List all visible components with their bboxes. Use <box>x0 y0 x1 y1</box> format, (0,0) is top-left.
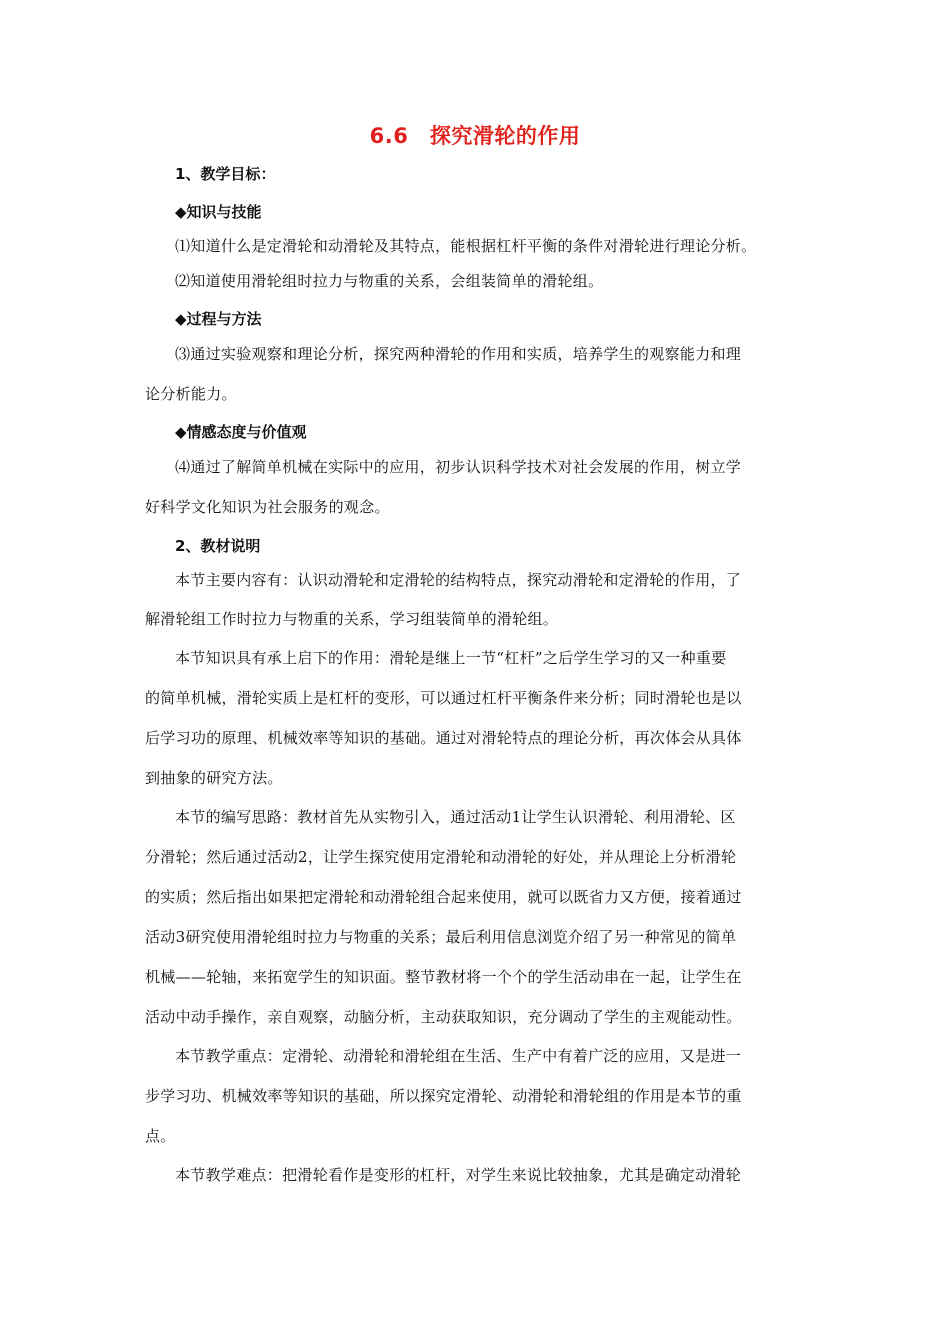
paragraph-line: 本节知识具有承上启下的作用：滑轮是继上一节“杠杆”之后学生学习的又一种重要 <box>175 649 727 667</box>
paragraph-line: 活动3研究使用滑轮组时拉力与物重的关系；最后利用信息浏览介绍了另一种常见的简单 <box>145 928 737 946</box>
subheading-knowledge-skills: ◆知识与技能 <box>175 203 262 221</box>
paragraph-line: 本节教学难点：把滑轮看作是变形的杠杆，对学生来说比较抽象，尤其是确定动滑轮 <box>175 1166 742 1184</box>
paragraph-line: 本节主要内容有：认识动滑轮和定滑轮的结构特点，探究动滑轮和定滑轮的作用，了 <box>175 571 742 589</box>
subheading-attitudes-values: ◆情感态度与价值观 <box>175 423 307 441</box>
paragraph-line: 后学习功的原理、机械效率等知识的基础。通过对滑轮特点的理论分析，再次体会从具体 <box>145 729 742 747</box>
paragraph-line: 的实质；然后指出如果把定滑轮和动滑轮组合起来使用，就可以既省力又方便，接着通过 <box>145 888 742 906</box>
document-title: 6.6 探究滑轮的作用 <box>369 124 581 148</box>
paragraph-line: 机械——轮轴，来拓宽学生的知识面。整节教材将一个个的学生活动串在一起，让学生在 <box>145 968 742 986</box>
paragraph-line: ⑵知道使用滑轮组时拉力与物重的关系，会组装简单的滑轮组。 <box>175 272 604 290</box>
paragraph-line: 好科学文化知识为社会服务的观念。 <box>145 498 390 516</box>
section-heading-teaching-goals: 1、教学目标： <box>175 165 276 183</box>
paragraph-line: ⑶通过实验观察和理论分析，探究两种滑轮的作用和实质，培养学生的观察能力和理 <box>175 345 742 363</box>
paragraph-line: 到抽象的研究方法。 <box>145 769 283 787</box>
paragraph-line: 点。 <box>145 1127 176 1145</box>
paragraph-line: 解滑轮组工作时拉力与物重的关系，学习组装简单的滑轮组。 <box>145 610 559 628</box>
paragraph-line: 的简单机械，滑轮实质上是杠杆的变形，可以通过杠杆平衡条件来分析；同时滑轮也是以 <box>145 689 742 707</box>
paragraph-line: 活动中动手操作，亲自观察，动脑分析，主动获取知识，充分调动了学生的主观能动性。 <box>145 1008 742 1026</box>
paragraph-line: 论分析能力。 <box>145 385 237 403</box>
paragraph-line: 分滑轮；然后通过活动2，让学生探究使用定滑轮和动滑轮的好处，并从理论上分析滑轮 <box>145 848 737 866</box>
paragraph-line: ⑷通过了解简单机械在实际中的应用，初步认识科学技术对社会发展的作用，树立学 <box>175 458 742 476</box>
subheading-process-methods: ◆过程与方法 <box>175 310 262 328</box>
paragraph-line: 本节的编写思路：教材首先从实物引入，通过活动1让学生认识滑轮、利用滑轮、区 <box>175 808 736 826</box>
section-heading-textbook-notes: 2、教材说明 <box>175 537 261 555</box>
paragraph-line: 步学习功、机械效率等知识的基础，所以探究定滑轮、动滑轮和滑轮组的作用是本节的重 <box>145 1087 742 1105</box>
paragraph-line: 本节教学重点：定滑轮、动滑轮和滑轮组在生活、生产中有着广泛的应用，又是进一 <box>175 1047 742 1065</box>
paragraph-line: ⑴知道什么是定滑轮和动滑轮及其特点，能根据杠杆平衡的条件对滑轮进行理论分析。 <box>175 237 757 255</box>
